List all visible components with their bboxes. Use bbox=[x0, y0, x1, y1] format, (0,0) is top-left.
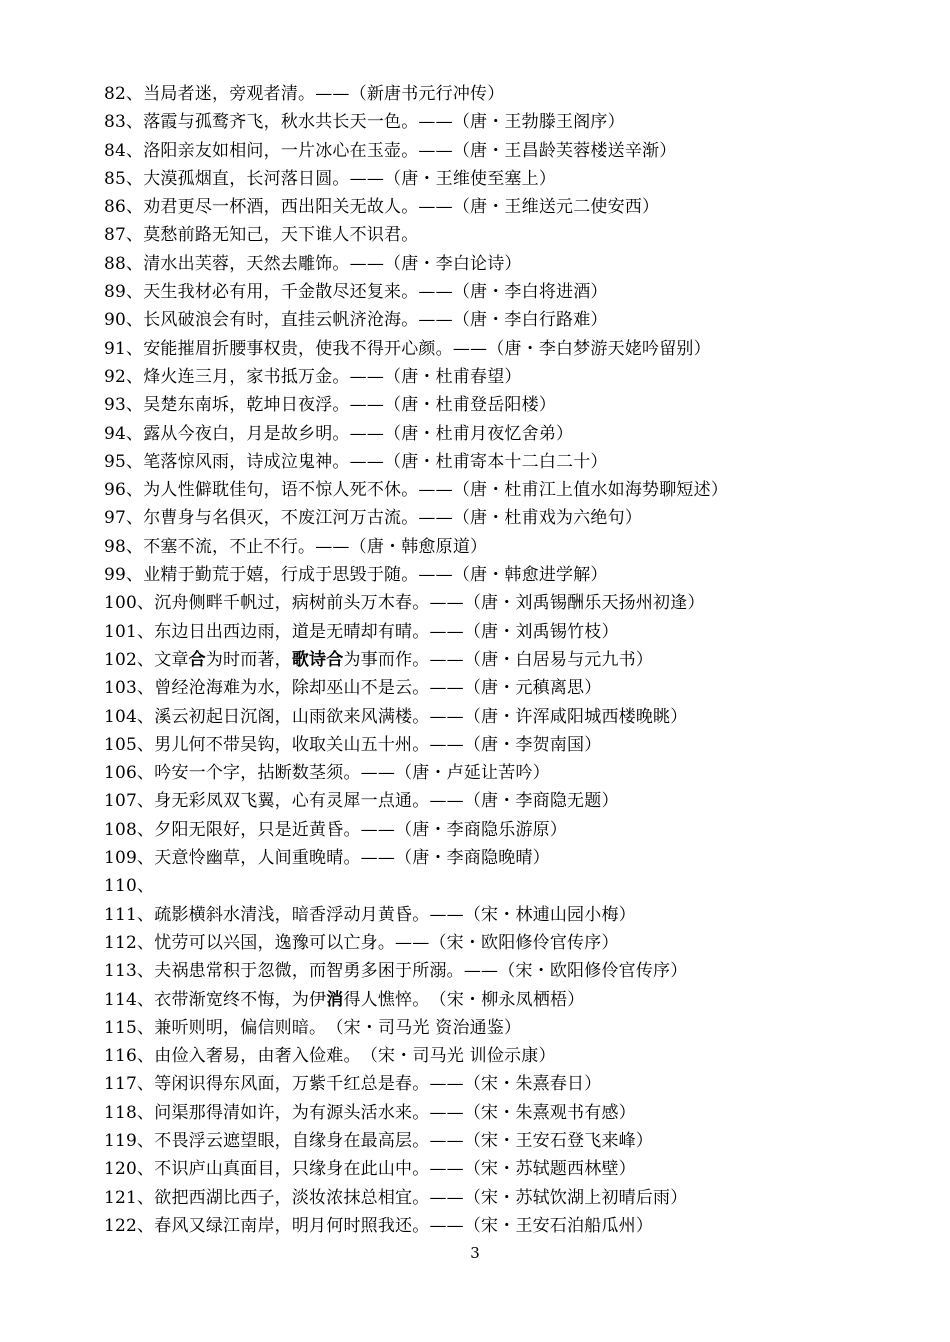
quote-line bbox=[104, 1099, 924, 1127]
quote-line bbox=[104, 618, 924, 646]
line-text: 89、天生我材必有用，千金散尽还复来。——（唐・李白将进酒） bbox=[104, 282, 608, 303]
line-text: 85、大漠孤烟直，长河落日圆。——（唐・王维使至塞上） bbox=[104, 168, 557, 189]
quote-line bbox=[104, 674, 924, 702]
line-text: 84、洛阳亲友如相问，一片冰心在玉壶。——（唐・王昌龄芙蓉楼送辛渐） bbox=[104, 140, 677, 161]
quote-line bbox=[104, 193, 924, 221]
quote-line bbox=[104, 1212, 924, 1240]
quote-line bbox=[104, 1155, 924, 1183]
line-text: 得人憔悴。 （宋・柳永凤栖梧） bbox=[343, 989, 585, 1010]
line-text: 96、为人性僻耽佳句，语不惊人死不休。——（唐・杜甫江上值水如海势聊短述） bbox=[104, 480, 729, 501]
line-text: 为时而著， bbox=[205, 649, 292, 670]
quote-line bbox=[104, 986, 924, 1014]
quote-line bbox=[104, 504, 924, 532]
quote-line bbox=[104, 363, 924, 391]
line-text: 95、笔落惊风雨，诗成泣鬼神。——（唐・杜甫寄本十二白二十） bbox=[104, 451, 608, 472]
quote-line bbox=[104, 137, 924, 165]
line-text: 101、东边日出西边雨，道是无晴却有晴。——（唐・刘禹锡竹枝） bbox=[104, 621, 619, 642]
quote-line bbox=[104, 448, 924, 476]
line-text: 111、疏影横斜水清浅，暗香浮动月黄昏。——（宋・林逋山园小梅） bbox=[104, 904, 636, 925]
line-text: 82、当局者迷，旁观者清。——（新唐书元行冲传） bbox=[104, 84, 505, 104]
line-text: 86、劝君更尽一杯酒，西出阳关无故人。——（唐・王维送元二使安西） bbox=[104, 197, 660, 218]
quote-line bbox=[104, 221, 924, 249]
line-text: 118、问渠那得清如许，为有源头活水来。——（宋・朱熹观书有感） bbox=[104, 1102, 636, 1123]
quote-line bbox=[104, 703, 924, 731]
quote-line bbox=[104, 844, 924, 872]
line-text: 113、夫祸患常积于忽微，而智勇多困于所溺。——（宋・欧阳修伶官传序） bbox=[104, 961, 688, 982]
line-text: 119、不畏浮云遮望眼，自缘身在最高层。——（宋・王安石登飞来峰） bbox=[104, 1130, 654, 1151]
line-text: 103、曾经沧海难为水，除却巫山不是云。——（唐・元稹离思） bbox=[104, 678, 602, 699]
quote-line bbox=[104, 420, 924, 448]
line-text: 107、身无彩凤双飞翼，心有灵犀一点通。——（唐・李商隐无题） bbox=[104, 791, 619, 812]
quote-line bbox=[104, 278, 924, 306]
quote-line bbox=[104, 872, 924, 900]
line-text: 106、吟安一个字，拈断数茎须。——（唐・卢延让苦吟） bbox=[104, 763, 550, 784]
quote-line bbox=[104, 476, 924, 504]
page-number: 3 bbox=[470, 1244, 480, 1262]
line-text: 114、衣带渐宽终不悔，为伊 bbox=[104, 989, 327, 1010]
line-text: 121、欲把西湖比西子，淡妆浓抹总相宜。——（宋・苏轼饮湖上初晴后雨） bbox=[104, 1187, 688, 1208]
line-text: 105、男儿何不带吴钩，收取关山五十州。——（唐・李贺南国） bbox=[104, 734, 602, 755]
quote-line bbox=[104, 589, 924, 617]
quote-line bbox=[104, 108, 924, 136]
quote-line bbox=[104, 957, 924, 985]
line-text: 92、烽火连三月，家书抵万金。——（唐・杜甫春望） bbox=[104, 366, 522, 387]
line-text: 120、不识庐山真面目，只缘身在此山中。——（宋・苏轼题西林壁） bbox=[104, 1159, 636, 1180]
quote-line bbox=[104, 165, 924, 193]
quote-line bbox=[104, 335, 924, 363]
quote-line bbox=[104, 901, 924, 929]
quote-line bbox=[104, 1184, 924, 1212]
quote-line bbox=[104, 1127, 924, 1155]
quote-list bbox=[104, 80, 924, 1240]
line-text: 93、吴楚东南坼，乾坤日夜浮。——（唐・杜甫登岳阳楼） bbox=[104, 395, 557, 416]
line-text: 117、等闲识得东风面，万紫千红总是春。——（宋・朱熹春日） bbox=[104, 1074, 602, 1095]
quote-line bbox=[104, 759, 924, 787]
line-text: 108、夕阳无限好，只是近黄昏。——（唐・李商隐乐游原） bbox=[104, 819, 568, 840]
quote-line bbox=[104, 731, 924, 759]
line-text: 104、溪云初起日沉阁，山雨欲来风满楼。——（唐・许浑咸阳城西楼晚眺） bbox=[104, 706, 688, 727]
quote-line bbox=[104, 561, 924, 589]
line-text: 91、安能摧眉折腰事权贵，使我不得开心颜。——（唐・李白梦游天姥吟留别） bbox=[104, 338, 711, 359]
bold-text: 歌诗合 bbox=[291, 649, 344, 670]
line-text: 88、清水出芙蓉，天然去雕饰。——（唐・李白论诗） bbox=[104, 253, 522, 274]
line-text: 98、不塞不流，不止不行。——（唐・韩愈原道） bbox=[104, 536, 488, 557]
line-text: 97、尔曹身与名俱灭，不废江河万古流。——（唐・杜甫戏为六绝句） bbox=[104, 508, 643, 529]
line-text: 90、长风破浪会有时，直挂云帆济沧海。——（唐・李白行路难） bbox=[104, 310, 608, 331]
line-text: 83、落霞与孤鹜齐飞，秋水共长天一色。——（唐・王勃滕王阁序） bbox=[104, 112, 625, 133]
quote-line bbox=[104, 533, 924, 561]
quote-line bbox=[104, 250, 924, 278]
line-text: 109、天意怜幽草，人间重晚晴。——（唐・李商隐晚晴） bbox=[104, 848, 550, 869]
quote-line bbox=[104, 1070, 924, 1098]
line-text: 94、露从今夜白，月是故乡明。——（唐・杜甫月夜忆舍弟） bbox=[104, 423, 574, 444]
quote-line bbox=[104, 646, 924, 674]
line-text: 112、忧劳可以兴国，逸豫可以亡身。——（宋・欧阳修伶官传序） bbox=[104, 932, 619, 953]
quote-line bbox=[104, 787, 924, 815]
bold-text: 消 bbox=[326, 989, 344, 1010]
line-text: 87、莫愁前路无知己，天下谁人不识君。 bbox=[104, 225, 419, 246]
quote-line bbox=[104, 391, 924, 419]
bold-text: 合 bbox=[188, 649, 206, 670]
line-text: 99、业精于勤荒于嬉，行成于思毁于随。——（唐・韩愈进学解） bbox=[104, 565, 608, 586]
line-text: 为事而作。——（唐・白居易与元九书） bbox=[343, 649, 654, 670]
quote-line bbox=[104, 1042, 924, 1070]
line-text: 122、春风又绿江南岸，明月何时照我还。——（宋・王安石泊船瓜州） bbox=[104, 1215, 654, 1236]
line-text: 100、沉舟侧畔千帆过，病树前头万木春。——（唐・刘禹锡酬乐天扬州初逢） bbox=[104, 593, 705, 614]
quote-line bbox=[104, 1014, 924, 1042]
line-text: 115、兼听则明，偏信则暗。 （宋・司马光 资治通鉴） bbox=[104, 1017, 522, 1038]
line-text: 102、文章 bbox=[104, 649, 189, 670]
line-text: 110、 bbox=[104, 876, 155, 897]
line-text: 116、由俭入奢易，由奢入俭难。 （宋・司马光 训俭示康） bbox=[104, 1046, 556, 1067]
quote-line bbox=[104, 80, 924, 108]
quote-line bbox=[104, 306, 924, 334]
quote-line bbox=[104, 929, 924, 957]
quote-line bbox=[104, 816, 924, 844]
